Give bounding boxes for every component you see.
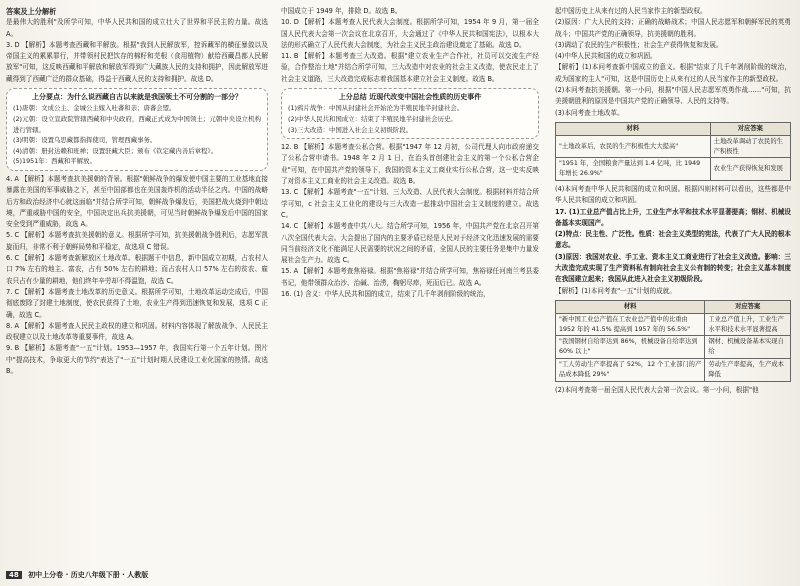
answer-17: 17. (1)工业总产值占比上升，工业生产水平和技术水平显著提高；钢材、机械设备基本实现国产。	[555, 207, 791, 227]
tip-line: (3)明朝：设置乌思藏都指挥使司，管理西藏事务。	[13, 136, 157, 145]
material-table-1	[555, 122, 791, 181]
answer-text: 起中国历史上从来有过的人民当家作主的新型政权。	[555, 7, 707, 15]
answer-7: 7. C 【解析】本题考查土地改革的历史意义。根据所学可知，土地改革运动完成后，中国彻底废除了封建土地制度，使农民获得了土地，农业生产得到迅速恢复和发展，选项 C 正确，故选 C。	[6, 287, 268, 319]
table-header: 对应答案	[705, 300, 791, 313]
table-row	[556, 158, 791, 181]
tip-box	[6, 88, 268, 171]
table-row	[556, 358, 791, 381]
answer-12: 12. B 【解析】本题考查公私合营。根据"1947 年 12 月初，公司代理人向市政府递交了公私合营申请书。1948 年 2 月 1 日，在治头首创建社会主义的第一个公私合营企业"可知，在中国共产党的领导下，我国的资本主义工商业实行公私合营，这一史实反映了对资本主义工商业的社会主义改造。故选 B。	[281, 143, 539, 186]
tip-line: (5)1951年：西藏和平解放。	[13, 157, 96, 166]
table-cell: "我国钢材自给率达到 86%，机械设备自给率达到 60% 以上"	[556, 336, 705, 359]
answer-text: (2)本问考查第一届全国人民代表大会第一次会议。第一小问，根据"他	[555, 385, 759, 394]
table-header: 材料	[556, 300, 705, 313]
answer-17-part3: (3)原因：我国对农业、手工业、资本主义工商业进行了社会主义改造。影响：三大改造完成实现了生产资料私有制向社会主义公有制的转变；社会主义基本制度在我国建立起来；我国从此进入社会主义初级阶段。	[555, 252, 791, 284]
table-row	[556, 313, 791, 336]
answer-16: 16. (1) 含义：中华人民共和国的成立，结束了几千年剥削阶级的统治，	[281, 290, 490, 299]
table-header: 对应答案	[710, 122, 790, 135]
column-right	[555, 6, 791, 396]
column-middle	[281, 6, 539, 300]
table-row	[556, 336, 791, 359]
answer-text: (4)中华人民共和国的成立和巩固。	[555, 52, 657, 61]
answer-text: (2)原因：广大人民的支持；正确的战略战术；中国人民志愿军和朝鲜军民的英勇战斗；中国共产党的正确领导，抗美援朝的胜利。	[555, 18, 791, 38]
section-header: 答案及上分解析	[6, 7, 57, 16]
table-header: 材料	[556, 122, 711, 135]
answer-17-part2: (2)特点：民主性、广泛性。性质：社会主义类型的宪法，代表了广大人民的根本意志。	[555, 230, 791, 250]
answer-13: 13. C 【解析】本题考查"一五"计划、三大改造、人民代表大会制度。根据材料并结合所学可知，c 社会主义工业化的建设与三大改造一起推动中国社会主义制度的建立。故选 C。	[281, 188, 539, 219]
table-cell: "土地改革后，农民的生产积极性大大提高"	[556, 135, 711, 158]
answer-5: 5. C 【解析】本题考查抗美援朝的意义。根据所学可知，抗美援朝战争胜利后，志愿军凯旋而归，非常不利于朝鲜局势和平稳定，故选项 C 错误。	[6, 231, 268, 251]
summary-box	[281, 88, 539, 139]
table-cell: "新中国工业总产值在工农业总产值中的比重由 1952 年的 41.5% 提高到 1957 年的 56.5%"	[556, 313, 705, 336]
table-cell: 工业总产值上升，工业生产水平和技术水平显著提高	[705, 313, 791, 336]
summary-line: (1)鸦片战争：中国从封建社会开始沦为半殖民地半封建社会。	[288, 104, 464, 113]
tip-line: (1)唐朝：文成公主、金城公主嫁入吐蕃和亲；唐蕃会盟。	[13, 104, 176, 113]
material-table-2	[555, 300, 791, 382]
tip-box-title: 上分要点：为什么说西藏自古以来就是我国领土不可分割的一部分？	[32, 93, 242, 102]
answer-text: 中国成立于 1949 年，排除 D。故选 B。	[281, 7, 402, 15]
summary-box-title: 上分总结 近现代改变中国社会性质的历史事件	[338, 93, 482, 102]
answer-8: 8. A 【解析】本题考查人民民主政权的建立和巩固。材料内容体现了解放战争、人民民主政权建立以及土地改革等重要事件，故选 A。	[6, 321, 268, 342]
page-number: 48	[6, 571, 22, 579]
answer-3: 3. D 【解析】本题考查西藏和平解放。根据"我到人民解放军，控诉藏军的横征暴敛以及帝国主义的累累罪行，并带领村民把饮存的棉籽和芫根（食用植物）献给西藏昌都人民解放军"可知，这反映西藏和平解放和解放军得到广大藏族人民的支持和拥护，因此解放军进藏得到了西藏广泛的群众基础，得益于西藏人民的支持和拥护。故选 D。	[6, 40, 268, 83]
answer-text: (3)调动了农民的生产积极性；社会生产获得恢复和发展。	[555, 40, 723, 49]
summary-line: (2)中华人民共和国成立：结束了半殖民地半封建社会历史。	[288, 114, 457, 123]
table-cell: 劳动生产率提高，生产成本降低	[705, 358, 791, 381]
answer-17-analysis: 【解析】(1)本问考查"一五"计划的成就。	[555, 286, 676, 295]
answer-text: (4)本问考查中华人民共和国的成立和巩固。根据四则材料可以看出，这些都是中华人民共和国的成立和巩固。	[555, 184, 791, 205]
answer-text: 是最伟大的胜利"及所学可知，中华人民共和国的成立壮大了世界和平民主的力量。故选 A。	[6, 18, 268, 38]
table-cell: 农业生产获得恢复和发展	[710, 158, 790, 181]
answer-text: (2)本问考查抗美援朝。第一小问，根据"中国人民志愿军英勇作战……"可知，抗美援朝胜利的原因是中国共产党的正确领导、人民的支持等。	[555, 86, 791, 106]
answer-15: 15. A 【解析】本题考查焦裕禄。根据"焦裕禄"并结合所学可知，焦裕禄任河南兰考县委书记，他带领群众治沙、治碱、治涝，鞠躬尽瘁，死而后已。故选 A。	[281, 267, 539, 287]
answer-4: 4. A 【解析】本题考查抗美援朝的背景。根据"朝鲜战争的爆发使中国主要的工业基地直接暴露在美国的军事威胁之下，甚至中国部都也在美国轰炸机的活动半径之内。中国的战略后方和政治经济中心就这面临"并结合所学可知，朝鲜战争爆发后，美国把战火烧到中朝边境，严重威胁中国的安全，中国决定出兵抗美援朝，可见当时朝鲜战争爆发后中国的国家安全受到严重威胁，故选 A。	[6, 174, 268, 229]
table-cell: 钢材、机械设备基本实现自给	[705, 336, 791, 359]
answer-text: (3)本问考查土地改革。	[555, 108, 624, 117]
page-footer	[6, 568, 268, 582]
answer-text: 【解析】(1)本问考查新中国成立的意义。根据"结束了几千年剥削阶级的统治，成为国家的主人"可知，这是中国历史上从来有过的人民当家作主的新型政权。	[555, 63, 791, 83]
answer-6: 6. C 【解析】本题考查新解放区土地改革。根据题干中信息，新中国成立初期，占农村人口 7% 左右的地主、富农，占有 50% 左右的耕地；而占农村人口 57% 左右的贫农、雇农只占有少量的耕地，他们终年辛劳却不得温饱，故选 C。	[6, 254, 268, 285]
table-row	[556, 135, 791, 158]
tip-line: (2)元朝：设立宣政院管辖西藏和中央政府，西藏正式成为中国领土；元朝中央设立机构进行管辖。	[13, 114, 261, 134]
answer-14: 14. C 【解析】本题考查中共八大。结合所学可知，1956 年，中国共产党在北京召开第八次全国代表大会。大会提出了国内的主要矛盾已经是人民对于经济文化迅速发展的需要同当前经济文化不能满足人民需要的状况之间的矛盾，全国人民的主要任务是集中力量发展社会生产力。故选 C。	[281, 222, 539, 265]
tip-line: (4)清朝：册封达赖和班禅；设置驻藏大臣；颁布《钦定藏内善后章程》。	[13, 146, 217, 155]
table-cell: 土地改革调动了农民的生产积极性	[710, 135, 790, 158]
answer-9: 9. B 【解析】本题考查"一五"计划。1953—1957 年，我国实行第一个五年计划。图片中"提高技术，争取更大的节约"表达了"一五"计划时期人民建设工业化国家的热情。故选 B。	[6, 344, 268, 375]
answer-10: 10. D 【解析】本题考查人民代表大会制度。根据所学可知，1954 年 9 月，第一届全国人民代表大会第一次会议在北京召开，大会通过了《中华人民共和国宪法》，以根本大法的形式确立了人民代表大会制度，为社会主义民主政治建设奠定了基础。故选 D。	[281, 18, 539, 49]
column-left	[6, 6, 268, 377]
table-cell: "工人劳动生产率提高了 52%，12 个工业部门的产品成本降低 29%"	[556, 358, 705, 381]
book-title: 初中上分卷 · 历史八年级下册 · 人教版	[28, 571, 149, 579]
answer-11: 11. B 【解析】本题考查三大改造。根据"建立农业生产合作社，社员可以交流生产经验，合作整治土地"并结合所学可知，三大改造中对农业的社会主义改造，使农民走上了社会主义道路，三大改造完成标志着我国基本建立社会主义制度。故选 B。	[281, 52, 539, 83]
table-cell: "1951 年，全国粮食产量达到 1.4 亿吨，比 1949 年增长 26.9%"	[556, 158, 711, 181]
summary-line: (3)三大改造：中国进入社会主义初级阶段。	[288, 125, 413, 134]
